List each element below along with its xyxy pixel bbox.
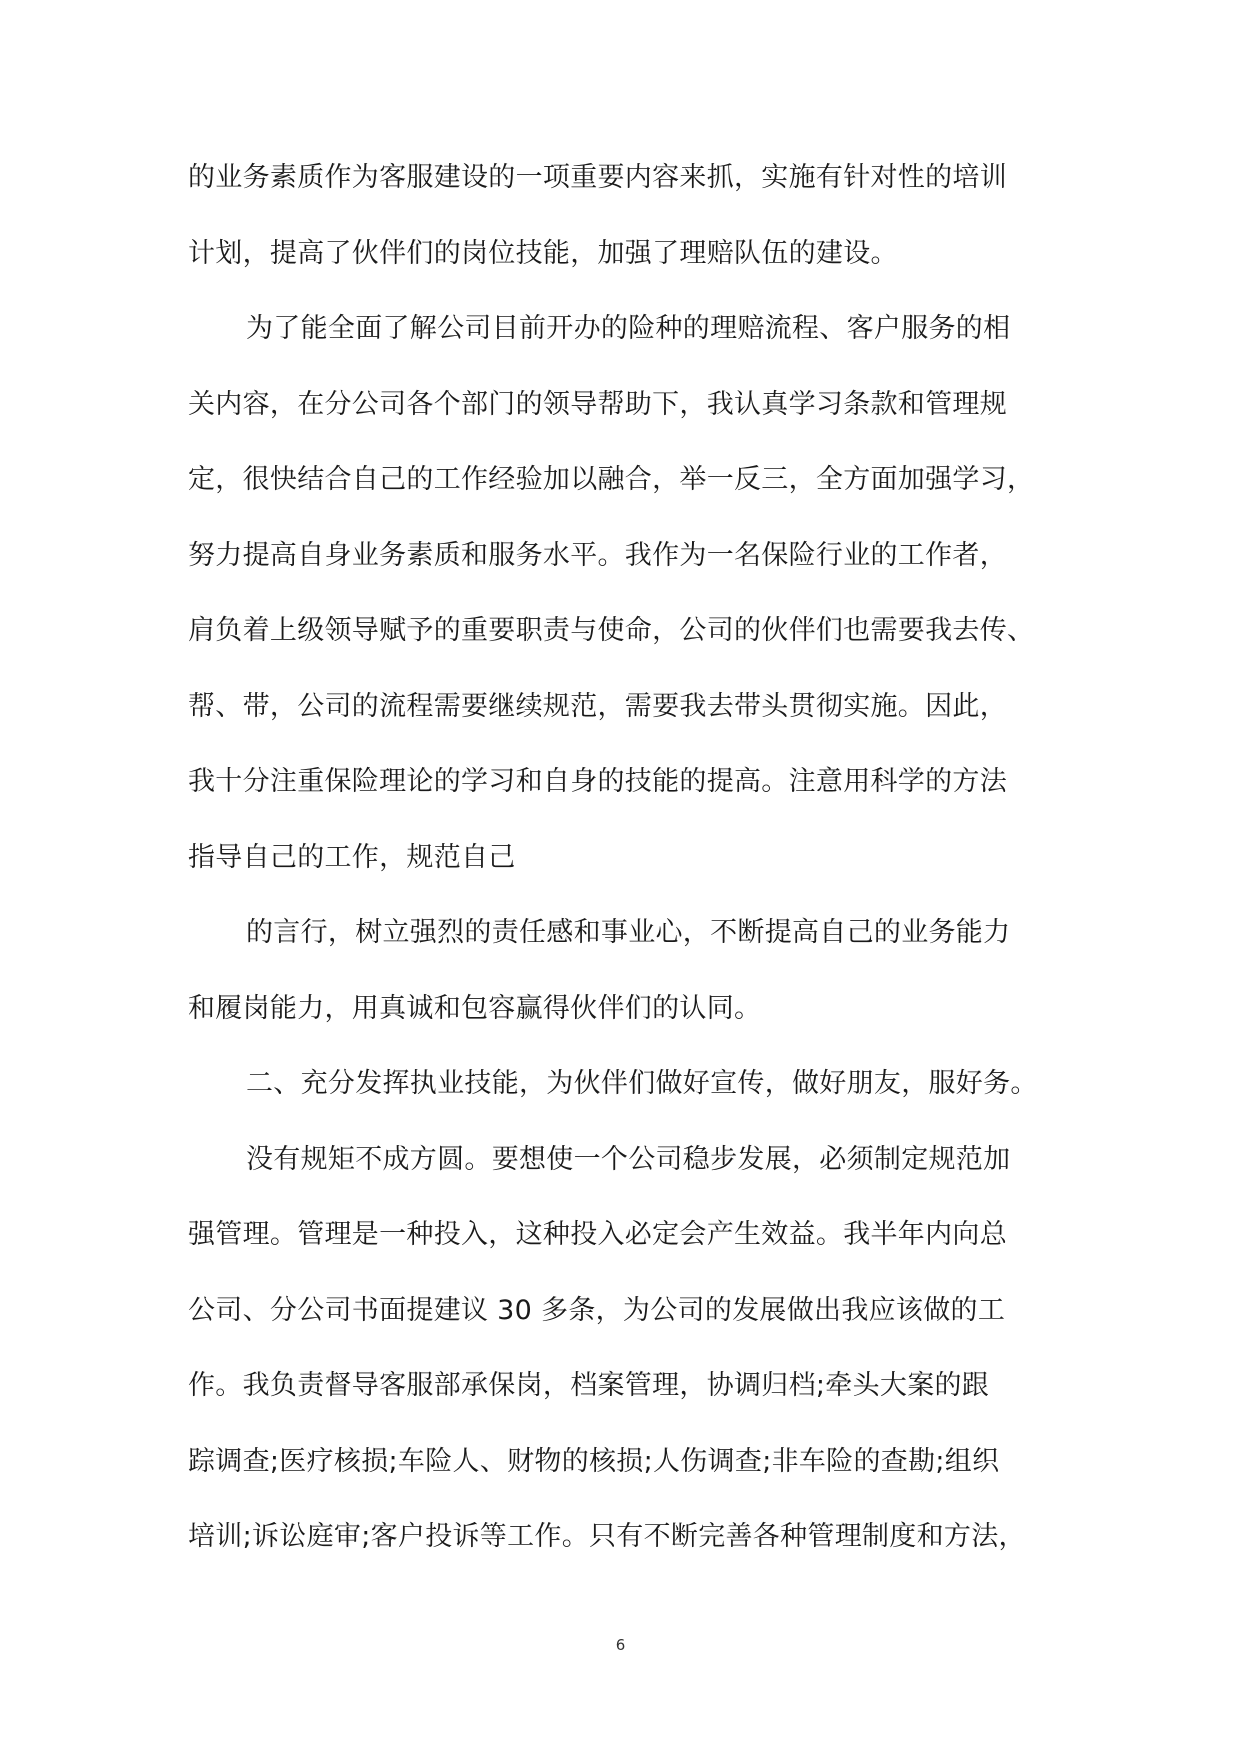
text-line: 我十分注重保险理论的学习和自身的技能的提高。注意用科学的方法 [188, 766, 1007, 797]
text-line: 二、充分发挥执业技能，为伙伴们做好宣传，做好朋友，服好务。 [246, 1068, 1038, 1099]
text-line: 关内容，在分公司各个部门的领导帮助下，我认真学习条款和管理规 [188, 388, 1007, 420]
text-line: 强管理。管理是一种投入，这种投入必定会产生效益。我半年内向总 [188, 1219, 1007, 1250]
text-line: 帮、带，公司的流程需要继续规范，需要我去带头贯彻实施。因此， [188, 690, 1007, 722]
text-line: 计划，提高了伙伴们的岗位技能，加强了理赔队伍的建设。 [188, 237, 898, 269]
text-line: 努力提高自身业务素质和服务水平。我作为一名保险行业的工作者， [188, 539, 1007, 571]
text-line: 公司、分公司书面提建议 30 多条，为公司的发展做出我应该做的工 [188, 1294, 1006, 1326]
body-text [188, 140, 1058, 1575]
text-line: 的言行，树立强烈的责任感和事业心，不断提高自己的业务能力 [246, 917, 1011, 948]
text-line: 的业务素质作为客服建设的一项重要内容来抓，实施有针对性的培训 [188, 162, 1007, 193]
text-line: 定，很快结合自己的工作经验加以融合，举一反三，全方面加强学习， [188, 464, 1035, 495]
page-number: 6 [615, 1636, 626, 1654]
text-line: 为了能全面了解公司目前开办的险种的理赔流程、客户服务的相 [246, 313, 1011, 344]
text-line: 作。我负责督导客服部承保岗，档案管理，协调归档;牵头大案的跟 [188, 1370, 990, 1401]
text-line: 肩负着上级领导赋予的重要职责与使命，公司的伙伴们也需要我去传、 [188, 615, 1035, 646]
text-line: 和履岗能力，用真诚和包容赢得伙伴们的认同。 [188, 992, 762, 1024]
text-line: 培训;诉讼庭审;客户投诉等工作。只有不断完善各种管理制度和方法， [188, 1521, 1026, 1552]
text-line: 踪调查;医疗核损;车险人、财物的核损;人伤调查;非车险的查勘;组织 [188, 1445, 1000, 1477]
text-line: 指导自己的工作，规范自己 [188, 841, 516, 873]
text-line: 没有规矩不成方圆。要想使一个公司稳步发展，必须制定规范加 [246, 1143, 1011, 1175]
